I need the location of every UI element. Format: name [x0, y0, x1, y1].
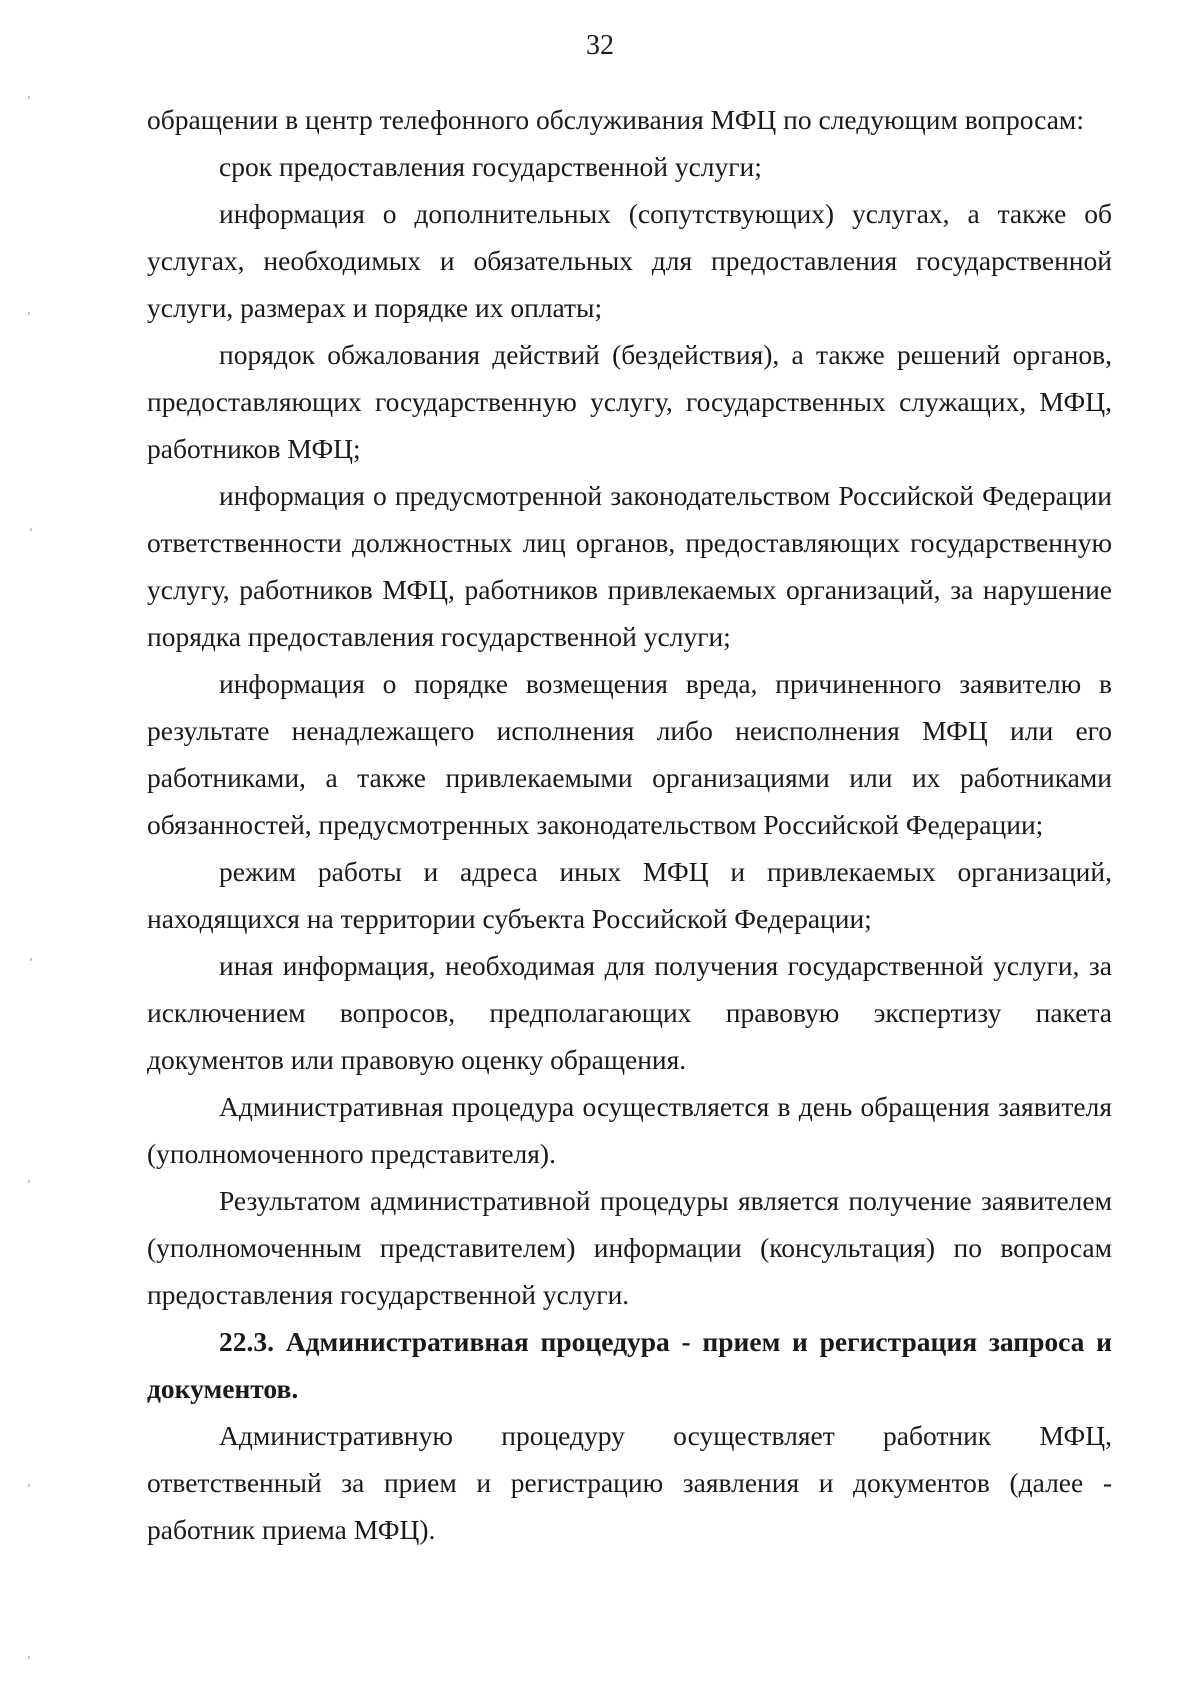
scan-speck [28, 1484, 30, 1487]
list-item-damage-compensation: информация о порядке возмещения вреда, причиненного заявителю в результате ненадлежащего исполнения либо неисполнения МФЦ или его работниками, а также привлекаемыми организациями или их работниками обязанностей, предусмотренных законодательством Российской Федерации; [147, 668, 1112, 840]
list-item-appeal-procedure: порядок обжалования действий (бездействия), а также решений органов, предоставляющих государственную услугу, государственных служащих, МФЦ, работников МФЦ; [147, 339, 1112, 464]
list-item-liability-info: информация о предусмотренной законодательством Российской Федерации ответственности должностных лиц органов, предоставляющих государственную услугу, работников МФЦ, работников привлекаемых организаций, за нарушение порядка предоставления государственной услуги; [147, 480, 1112, 652]
scan-speck [28, 1180, 30, 1183]
section-heading-22-3: 22.3. Административная процедура - прием и регистрация запроса и документов. [147, 1326, 1112, 1404]
paragraph-continuation: обращении в центр телефонного обслуживания МФЦ по следующим вопросам: [147, 104, 1084, 135]
page-number: 32 [586, 30, 614, 61]
scan-speck [28, 1656, 30, 1659]
paragraph-procedure-result: Результатом административной процедуры является получение заявителем (уполномоченным представителем) информации (консультация) по вопросам предоставления государственной услуги. [147, 1185, 1112, 1310]
list-item-working-hours: режим работы и адреса иных МФЦ и привлекаемых организаций, находящихся на территории субъекта Российской Федерации; [147, 856, 1112, 934]
scan-speck [30, 528, 32, 531]
paragraph-procedure-performer: Административную процедуру осуществляет работник МФЦ, ответственный за прием и регистрацию заявления и документов (далее - работник приема МФЦ). [147, 1420, 1112, 1545]
scan-speck [28, 312, 30, 315]
list-item-other-info: иная информация, необходимая для получения государственной услуги, за исключением вопросов, предполагающих правовую экспертизу пакета документов или правовую оценку обращения. [147, 950, 1112, 1075]
list-item-additional-services: информация о дополнительных (сопутствующих) услугах, а также об услугах, необходимых и обязательных для предоставления государственной услуги, размерах и порядке их оплаты; [147, 198, 1112, 323]
document-body [147, 96, 1112, 1553]
scan-speck [28, 96, 30, 99]
paragraph-procedure-timing: Административная процедура осуществляется в день обращения заявителя (уполномоченного представителя). [147, 1091, 1112, 1169]
list-item-service-term: срок предоставления государственной услуги; [219, 151, 762, 182]
scan-speck [30, 958, 32, 961]
